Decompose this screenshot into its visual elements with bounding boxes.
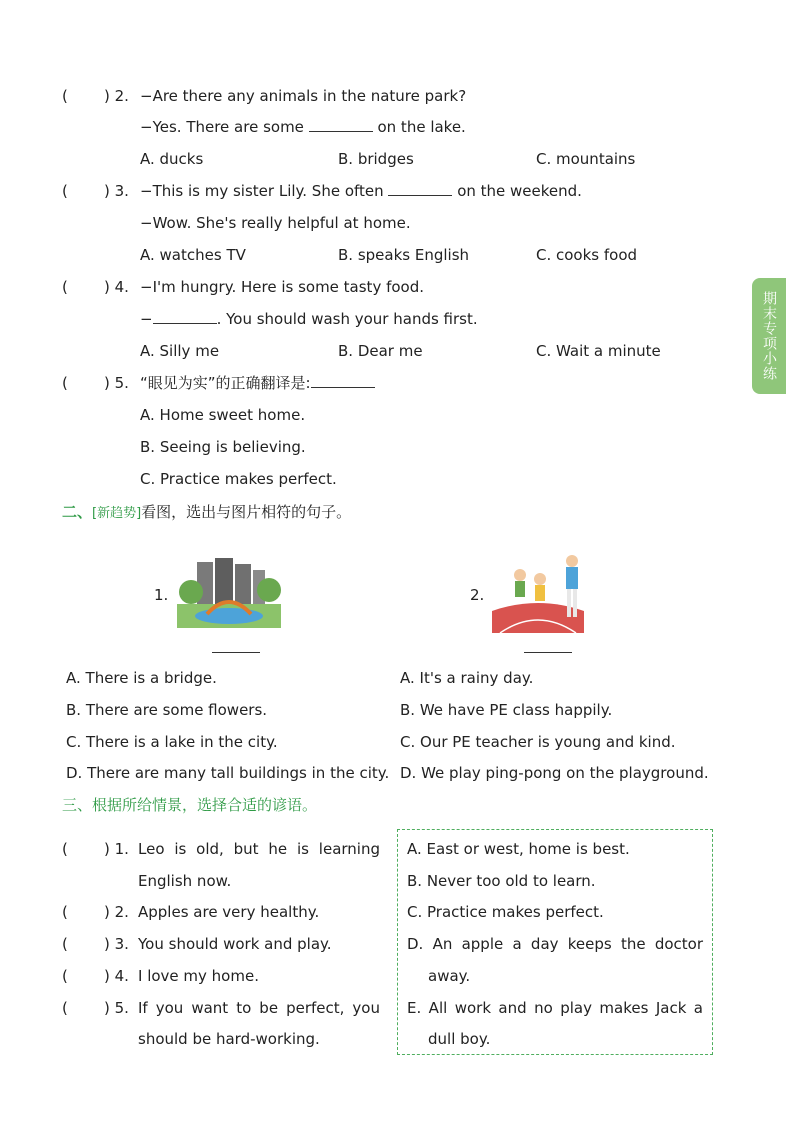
pe-class-picture	[492, 551, 584, 633]
situation-5-number: ) 5.	[104, 999, 129, 1017]
building-icon	[235, 564, 251, 606]
situation-3-text: You should work and play.	[138, 935, 332, 953]
paren-open: (	[62, 182, 68, 200]
paren-open: (	[62, 374, 68, 392]
proverb-d-line2: away.	[428, 967, 471, 985]
pic2-option-b: B. We have PE class happily.	[400, 701, 613, 719]
answer-blank[interactable]	[153, 310, 217, 324]
pic1-option-d: D. There are many tall buildings in the city.	[66, 764, 390, 782]
paren-open: (	[62, 935, 68, 953]
picture-2-label: 2.	[470, 586, 485, 604]
proverb-a: A. East or west, home is best.	[407, 840, 630, 858]
q2-line2-pre: −Yes. There are some	[140, 118, 304, 136]
answer-blank[interactable]	[388, 182, 452, 196]
section-2-instruction: 看图，选出与图片相符的句子。	[141, 503, 352, 521]
section-2-heading	[62, 502, 351, 524]
q2-option-b: B. bridges	[338, 150, 414, 168]
pic1-option-a: A. There is a bridge.	[66, 669, 217, 687]
q4-line1: −I'm hungry. Here is some tasty food.	[140, 278, 425, 296]
q4-option-b: B. Dear me	[338, 342, 423, 360]
proverb-e-line2: dull boy.	[428, 1030, 491, 1048]
q3-number: ) 3.	[104, 182, 129, 200]
q2-option-c: C. mountains	[536, 150, 636, 168]
section-2-number: 二、	[62, 503, 93, 521]
q3-line2: −Wow. She's really helpful at home.	[140, 214, 411, 232]
situation-4-text: I love my home.	[138, 967, 259, 985]
q5-prompt: “眼见为实”的正确翻译是:	[140, 374, 311, 392]
paren-open: (	[62, 840, 68, 858]
situation-1-line1: Leo is old, but he is learning	[138, 840, 380, 858]
paren-open: (	[62, 278, 68, 296]
q2-number: ) 2.	[104, 87, 129, 105]
proverb-c: C. Practice makes perfect.	[407, 903, 604, 921]
pic2-option-a: A. It's a rainy day.	[400, 669, 534, 687]
q3-option-a: A. watches TV	[140, 246, 246, 264]
q5-option-b: B. Seeing is believing.	[140, 438, 306, 456]
q4-line2-post: . You should wash your hands first.	[216, 310, 478, 328]
q5-option-c: C. Practice makes perfect.	[140, 470, 337, 488]
q4-number: ) 4.	[104, 278, 129, 296]
lake-icon	[195, 608, 263, 624]
pic1-option-b: B. There are some flowers.	[66, 701, 268, 719]
pic2-option-d: D. We play ping-pong on the playground.	[400, 764, 709, 782]
tree-icon	[179, 580, 203, 604]
pic2-option-c: C. Our PE teacher is young and kind.	[400, 733, 676, 751]
q4-option-c: C. Wait a minute	[536, 342, 661, 360]
answer-blank[interactable]	[311, 374, 375, 388]
q4-line2-pre: −	[140, 310, 153, 328]
situation-4-number: ) 4.	[104, 967, 129, 985]
tree-icon	[257, 578, 281, 602]
paren-open: (	[62, 903, 68, 921]
q3-line1	[140, 181, 582, 201]
picture-1-label: 1.	[154, 586, 169, 604]
q2-line2	[140, 117, 466, 137]
pic1-option-c: C. There is a lake in the city.	[66, 733, 278, 751]
situation-3-number: ) 3.	[104, 935, 129, 953]
q3-line1-pre: −This is my sister Lily. She often	[140, 182, 384, 200]
side-tab: 期末专项小练	[752, 278, 786, 394]
q5-option-a: A. Home sweet home.	[140, 406, 306, 424]
proverb-e-line1: E. All work and no play makes Jack a	[407, 999, 703, 1017]
child-icon	[514, 569, 526, 581]
q5-number: ) 5.	[104, 374, 129, 392]
situation-1-line2: English now.	[138, 872, 232, 890]
building-icon	[215, 558, 233, 606]
city-picture	[177, 556, 281, 628]
situation-5-line2: should be hard-working.	[138, 1030, 320, 1048]
new-trend-tag: [新趋势]	[92, 506, 142, 521]
q3-option-c: C. cooks food	[536, 246, 638, 264]
situation-2-text: Apples are very healthy.	[138, 903, 320, 921]
situation-5-line1: If you want to be perfect, you	[138, 999, 380, 1017]
q4-line2	[140, 309, 478, 329]
q2-option-a: A. ducks	[140, 150, 204, 168]
answer-blank[interactable]	[309, 118, 373, 132]
q4-option-a: A. Silly me	[140, 342, 220, 360]
q2-line2-post: on the lake.	[377, 118, 466, 136]
paren-open: (	[62, 87, 68, 105]
q3-line1-post: on the weekend.	[457, 182, 582, 200]
section-3-title: 三、根据所给情景，选择合适的谚语。	[62, 796, 318, 814]
proverb-d-line1: D. An apple a day keeps the doctor	[407, 935, 703, 953]
proverb-b: B. Never too old to learn.	[407, 872, 596, 890]
q5-line1	[140, 373, 375, 393]
q3-option-b: B. speaks English	[338, 246, 470, 264]
paren-open: (	[62, 967, 68, 985]
situation-2-number: ) 2.	[104, 903, 129, 921]
section-3-heading	[62, 795, 317, 815]
child-icon	[534, 573, 546, 585]
q2-line1: −Are there any animals in the nature park?	[140, 87, 467, 105]
paren-open: (	[62, 999, 68, 1017]
teacher-icon	[566, 555, 578, 567]
situation-1-number: ) 1.	[104, 840, 129, 858]
answer-line-2[interactable]	[524, 652, 572, 653]
answer-line-1[interactable]	[212, 652, 260, 653]
